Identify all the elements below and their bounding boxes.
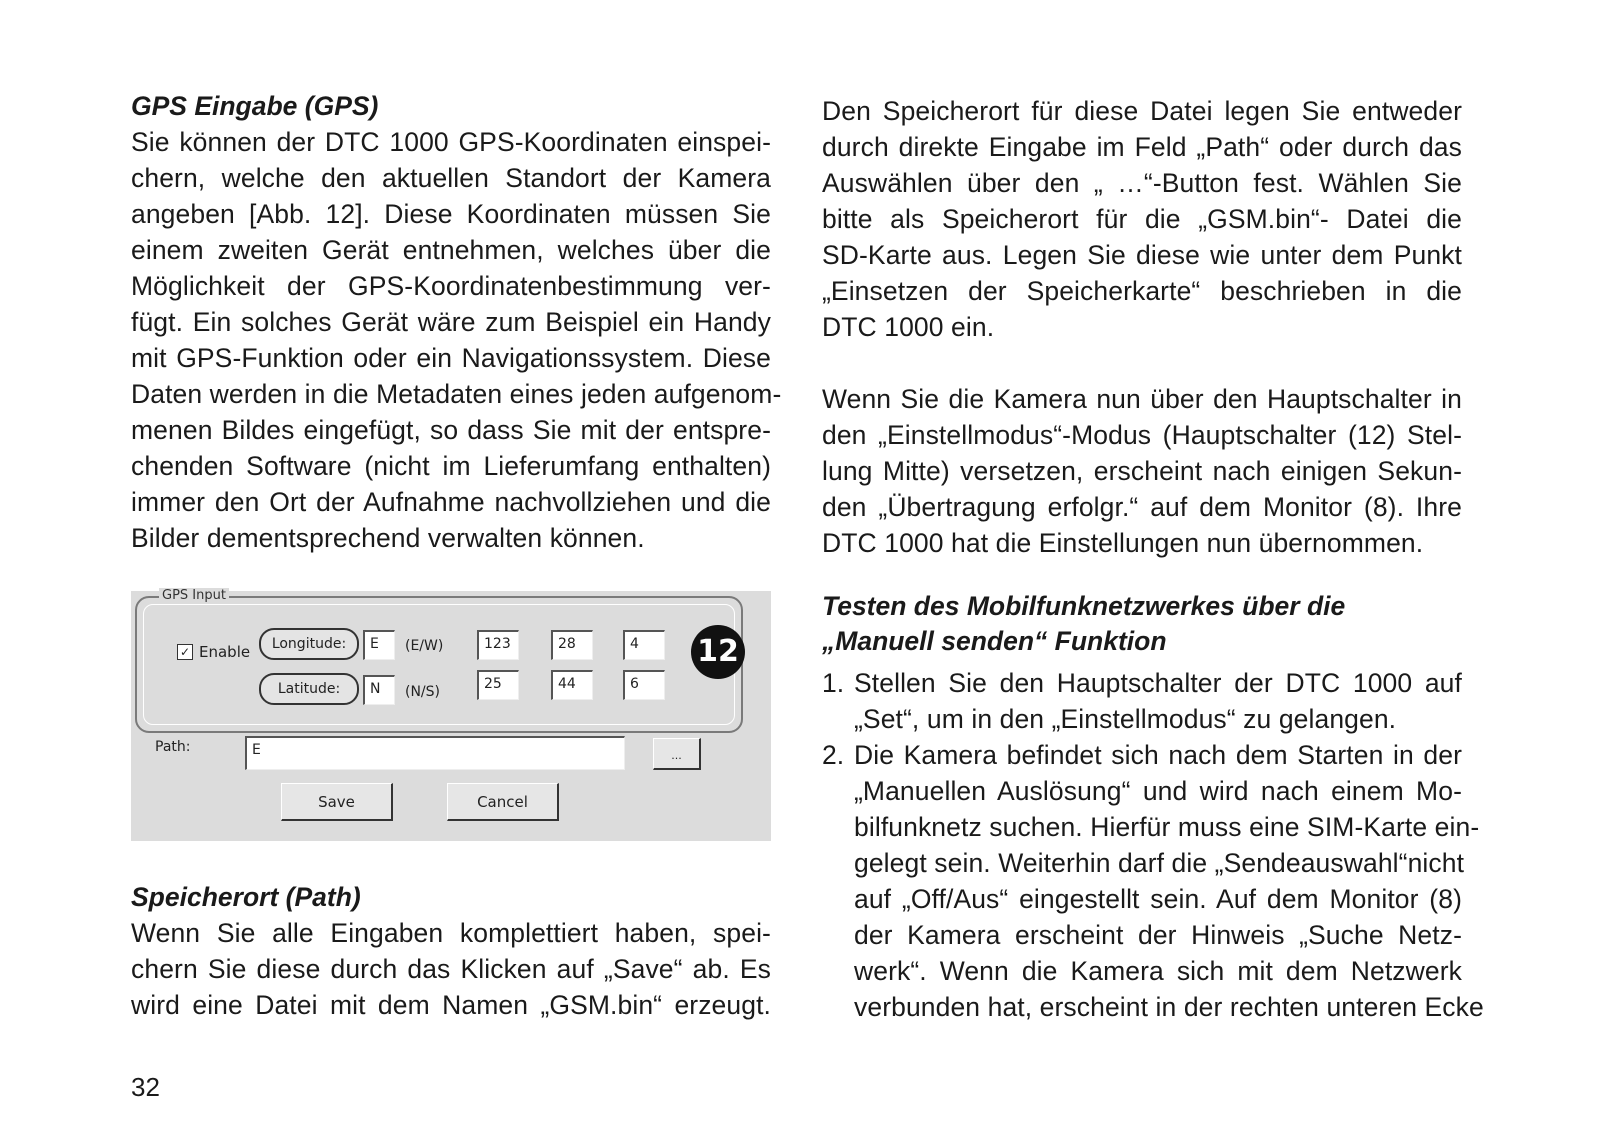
latitude-seconds-field[interactable]: 6 [623,670,665,700]
longitude-minutes-field[interactable]: 28 [551,630,593,660]
text-line: mit GPS-Funktion oder ein Navigationssystem. Diese [131,343,771,373]
path-input[interactable]: E [245,736,625,770]
left-column [131,88,782,556]
text-line: Sie können der DTC 1000 GPS-Koordinaten einspei- [131,127,771,157]
latitude-direction-field[interactable]: N [363,675,395,705]
text-line: wird eine Datei mit dem Namen „GSM.bin“ erzeugt. [131,990,771,1020]
text-line: Daten werden in die Metadaten eines jeden aufgenom- [131,379,782,409]
text-line: bitte als Speicherort für die „GSM.bin“- Datei die [822,204,1462,234]
text-line: Bilder dementsprechend verwalten können. [131,523,645,553]
text-line: „Set“, um in den „Einstellmodus“ zu gelangen. [854,704,1397,734]
text-line: „Einsetzen der Speicherkarte“ beschrieben in die [822,276,1462,306]
text-line: einem zweiten Gerät entnehmen, welches über die [131,235,771,265]
gps-input-group [135,588,743,733]
path-continued-paragraph [822,93,1462,345]
text-line: Möglichkeit der GPS-Koordinatenbestimmung ver- [131,271,771,301]
text-line: Stellen Sie den Hauptschalter der DTC 1000 auf [854,668,1462,698]
text-line: gelegt sein. Weiterhin darf die „Sendeauswahl“nicht [854,848,1465,878]
longitude-degrees-field[interactable]: 123 [477,630,519,660]
latitude-button[interactable]: Latitude: [259,673,359,705]
right-column [822,93,1484,1025]
latitude-direction-hint: (N/S) [405,684,440,700]
steps-list [822,665,1484,1025]
step-number: 1. [822,668,845,698]
text-line: den „Übertragung erfolgr.“ auf dem Monitor (8). Ihre [822,492,1462,522]
gps-paragraph [131,124,782,556]
step-number: 2. [822,740,845,770]
gps-input-group-title: GPS Input [159,588,229,603]
gps-heading: GPS Eingabe (GPS) [131,91,379,121]
text-line: auf „Off/Aus“ eingestellt sein. Auf dem Monitor (8) [854,884,1462,914]
figure-number-badge: 12 [691,625,745,679]
text-line: „Manuellen Auslösung“ und wird nach einem Mo- [854,776,1462,806]
step-item [822,737,1484,1025]
text-line: DTC 1000 ein. [822,312,995,342]
text-line: fügt. Ein solches Gerät wäre zum Beispiel ein Handy [131,307,771,337]
text-line: Die Kamera befindet sich nach dem Starten in der [854,740,1462,770]
text-line: lung Mitte) versetzen, erscheint nach einigen Sekun- [822,456,1462,486]
text-line: chenden Software (nicht im Lieferumfang enthalten) [131,451,771,481]
text-line: angeben [Abb. 12]. Diese Koordinaten müssen Sie [131,199,771,229]
enable-checkbox[interactable]: ✓ [177,644,193,660]
heading-line: Testen des Mobilfunknetzwerkes über die [822,591,1346,621]
text-line: chern, welche den aktuellen Standort der Kamera [131,163,771,193]
text-line: DTC 1000 hat die Einstellungen nun übernommen. [822,528,1424,558]
longitude-direction-hint: (E/W) [405,638,444,654]
path-heading: Speicherort (Path) [131,882,361,912]
cancel-button[interactable]: Cancel [447,783,559,821]
text-line: werk“. Wenn die Kamera sich mit dem Netzwerk [854,956,1462,986]
test-network-heading [822,589,1462,659]
gps-input-figure [131,588,771,841]
save-button[interactable]: Save [281,783,393,821]
text-line: Wenn Sie alle Eingaben komplettiert haben, spei- [131,918,771,948]
enable-label: Enable [199,643,251,661]
text-line: verbunden hat, erscheint in der rechten unteren Ecke [854,992,1484,1022]
latitude-minutes-field[interactable]: 44 [551,670,593,700]
longitude-button[interactable]: Longitude: [259,628,359,660]
path-section [131,879,771,1023]
longitude-direction-field[interactable]: E [363,630,395,660]
page-number: 32 [131,1072,160,1102]
text-line: bilfunknetz suchen. Hierfür muss eine SIM-Karte ein- [854,812,1480,842]
path-label: Path: [155,739,191,755]
text-line: durch direkte Eingabe im Feld „Path“ oder durch das [822,132,1462,162]
browse-button[interactable]: ... [653,738,701,770]
text-line: Den Speicherort für diese Datei legen Sie entweder [822,96,1462,126]
longitude-seconds-field[interactable]: 4 [623,630,665,660]
text-line: SD-Karte aus. Legen Sie diese wie unter dem Punkt [822,240,1462,270]
text-line: immer den Ort der Aufnahme nachvollziehen und die [131,487,771,517]
mode-paragraph [822,381,1462,561]
text-line: Wenn Sie die Kamera nun über den Hauptschalter in [822,384,1462,414]
text-line: chern Sie diese durch das Klicken auf „Save“ ab. Es [131,954,771,984]
text-line: der Kamera erscheint der Hinweis „Suche Netz- [854,920,1462,950]
heading-line: „Manuell senden“ Funktion [822,626,1167,656]
step-item [822,665,1462,737]
latitude-degrees-field[interactable]: 25 [477,670,519,700]
text-line: Auswählen über den „ …“-Button fest. Wählen Sie [822,168,1462,198]
text-line: menen Bildes eingefügt, so dass Sie mit der entspre- [131,415,771,445]
path-paragraph [131,915,771,1023]
text-line: den „Einstellmodus“-Modus (Hauptschalter (12) Stel- [822,420,1462,450]
